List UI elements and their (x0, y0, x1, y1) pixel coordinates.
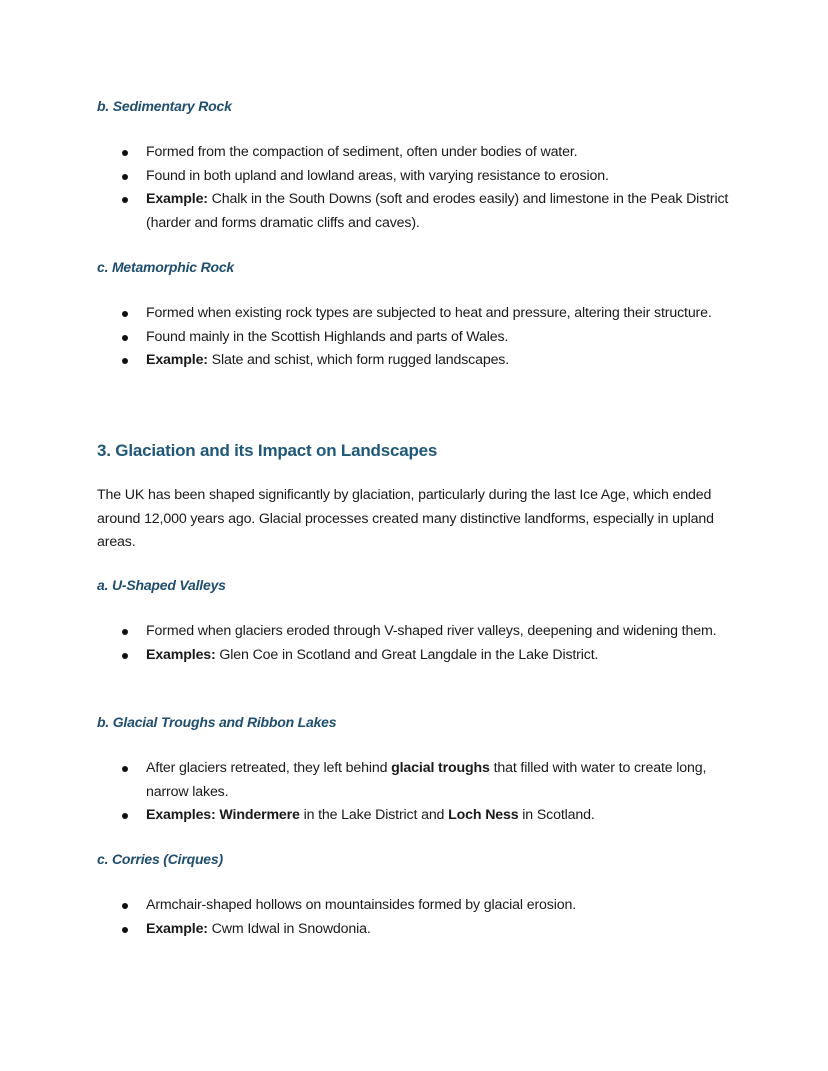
list-item: Armchair-shaped hollows on mountainsides formed by glacial erosion. (97, 894, 737, 918)
subheading-u-shaped-valleys: a. U-Shaped Valleys (97, 577, 226, 593)
troughs-bullet-list (97, 757, 737, 828)
bullet-icon (122, 903, 128, 909)
u-valleys-bullet-list (97, 620, 737, 667)
glaciation-intro-paragraph: The UK has been shaped significantly by glaciation, particularly during the last Ice Age, which ended around 12,000 years ago. Glacial processes created many distinctive landforms, especially in upland areas. (97, 487, 714, 550)
subheading-glacial-troughs: b. Glacial Troughs and Ribbon Lakes (97, 714, 337, 730)
bullet-icon (122, 927, 128, 933)
bullet-icon (122, 653, 128, 659)
corries-bullet-list (97, 894, 737, 941)
bullet-icon (122, 335, 128, 341)
list-item: Example: Chalk in the South Downs (soft and erodes easily) and limestone in the Peak District (harder and forms dramatic cliffs and caves). (97, 188, 737, 235)
list-item: Examples: Glen Coe in Scotland and Great Langdale in the Lake District. (97, 644, 737, 668)
bullet-icon (122, 311, 128, 317)
list-item: Found in both upland and lowland areas, with varying resistance to erosion. (97, 165, 737, 189)
subheading-sedimentary-rock: b. Sedimentary Rock (97, 98, 232, 114)
list-item: Formed when existing rock types are subjected to heat and pressure, altering their structure. (97, 302, 737, 326)
bullet-icon (122, 766, 128, 772)
sedimentary-bullet-list (97, 141, 737, 235)
subheading-metamorphic-rock: c. Metamorphic Rock (97, 259, 235, 275)
list-item: Formed when glaciers eroded through V-shaped river valleys, deepening and widening them. (97, 620, 737, 644)
bullet-icon (122, 813, 128, 819)
metamorphic-bullet-list (97, 302, 737, 373)
list-item: After glaciers retreated, they left behind glacial troughs that filled with water to create long, narrow lakes. (97, 757, 737, 804)
list-item: Formed from the compaction of sediment, often under bodies of water. (97, 141, 737, 165)
bullet-icon (122, 358, 128, 364)
list-item: Example: Slate and schist, which form rugged landscapes. (97, 349, 737, 373)
bullet-icon (122, 174, 128, 180)
list-item: Examples: Windermere in the Lake District and Loch Ness in Scotland. (97, 804, 737, 828)
bullet-icon (122, 629, 128, 635)
subheading-corries: c. Corries (Cirques) (97, 851, 223, 867)
list-item: Example: Cwm Idwal in Snowdonia. (97, 918, 737, 942)
section-heading-glaciation: 3. Glaciation and its Impact on Landscapes (97, 441, 438, 460)
bullet-icon (122, 150, 128, 156)
bullet-icon (122, 197, 128, 203)
list-item: Found mainly in the Scottish Highlands and parts of Wales. (97, 326, 737, 350)
